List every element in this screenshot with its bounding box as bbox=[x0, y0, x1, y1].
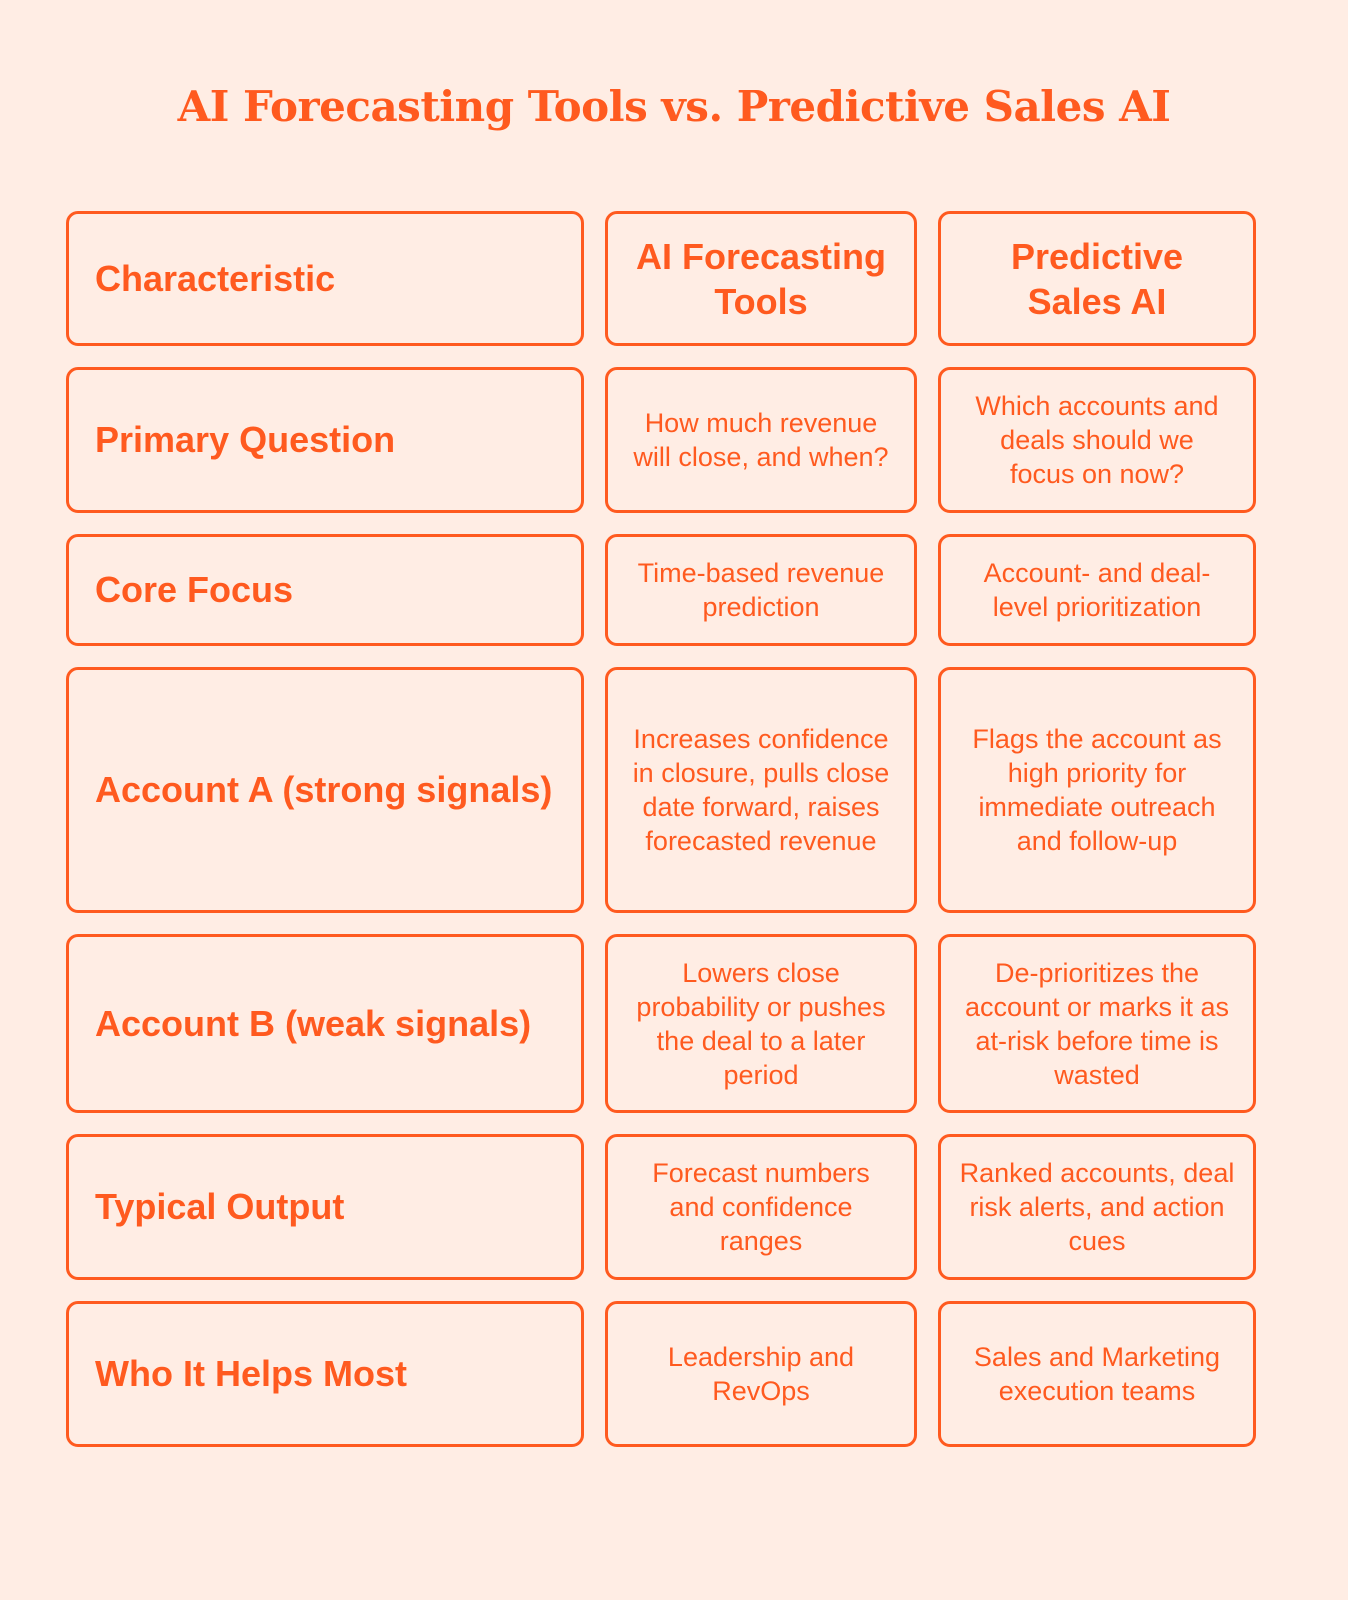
cell-text: Increases confidence in closure, pulls close date forward, raises forecasted revenue bbox=[632, 724, 890, 856]
row-label-cell bbox=[66, 1134, 584, 1280]
row-label-cell bbox=[66, 1301, 584, 1447]
header-cell-characteristic bbox=[66, 211, 584, 346]
header-label: Characteristic bbox=[95, 257, 336, 299]
cell-text: Sales and Marketing execution teams bbox=[973, 1342, 1221, 1406]
table-cell bbox=[938, 1134, 1256, 1280]
row-label-cell bbox=[66, 934, 584, 1113]
row-label: Typical Output bbox=[95, 1186, 345, 1228]
row-label-cell bbox=[66, 534, 584, 646]
page-title: AI Forecasting Tools vs. Predictive Sales AI bbox=[177, 82, 1171, 131]
cell-text: Lowers close probability or pushes the deal to a later period bbox=[636, 957, 886, 1090]
header-label: Predictive Sales AI bbox=[1010, 235, 1184, 322]
row-label: Core Focus bbox=[95, 569, 294, 611]
table-cell bbox=[605, 534, 917, 646]
table-cell bbox=[938, 1301, 1256, 1447]
row-label: Primary Question bbox=[95, 419, 396, 461]
row-label: Who It Helps Most bbox=[95, 1353, 407, 1395]
row-label-cell bbox=[66, 367, 584, 513]
cell-text: Flags the account as high priority for immediate outreach and follow-up bbox=[972, 724, 1222, 856]
table-cell bbox=[605, 367, 917, 513]
row-label-cell bbox=[66, 667, 584, 913]
row-label: Account A (strong signals) bbox=[95, 769, 553, 811]
cell-text: Leadership and RevOps bbox=[667, 1342, 855, 1406]
table-cell bbox=[938, 934, 1256, 1113]
header-label: AI Forecasting Tools bbox=[635, 235, 887, 322]
cell-text: How much revenue will close, and when? bbox=[633, 408, 889, 472]
cell-text: De-prioritizes the account or marks it as at-risk before time is wasted bbox=[964, 957, 1230, 1090]
table-cell bbox=[605, 667, 917, 913]
cell-text: Which accounts and deals should we focus on now? bbox=[975, 391, 1219, 489]
cell-text: Ranked accounts, deal risk alerts, and action cues bbox=[959, 1158, 1235, 1256]
table-cell bbox=[605, 1134, 917, 1280]
table-cell bbox=[605, 934, 917, 1113]
cell-text: Forecast numbers and confidence ranges bbox=[652, 1158, 870, 1256]
table-cell bbox=[938, 534, 1256, 646]
cell-text: Account- and deal-level prioritization bbox=[983, 558, 1211, 622]
table-cell bbox=[938, 367, 1256, 513]
header-cell-predictive bbox=[938, 211, 1256, 346]
cell-text: Time-based revenue prediction bbox=[637, 558, 885, 622]
table-cell bbox=[938, 667, 1256, 913]
header-cell-forecasting bbox=[605, 211, 917, 346]
row-label: Account B (weak signals) bbox=[95, 1002, 532, 1044]
table-cell bbox=[605, 1301, 917, 1447]
